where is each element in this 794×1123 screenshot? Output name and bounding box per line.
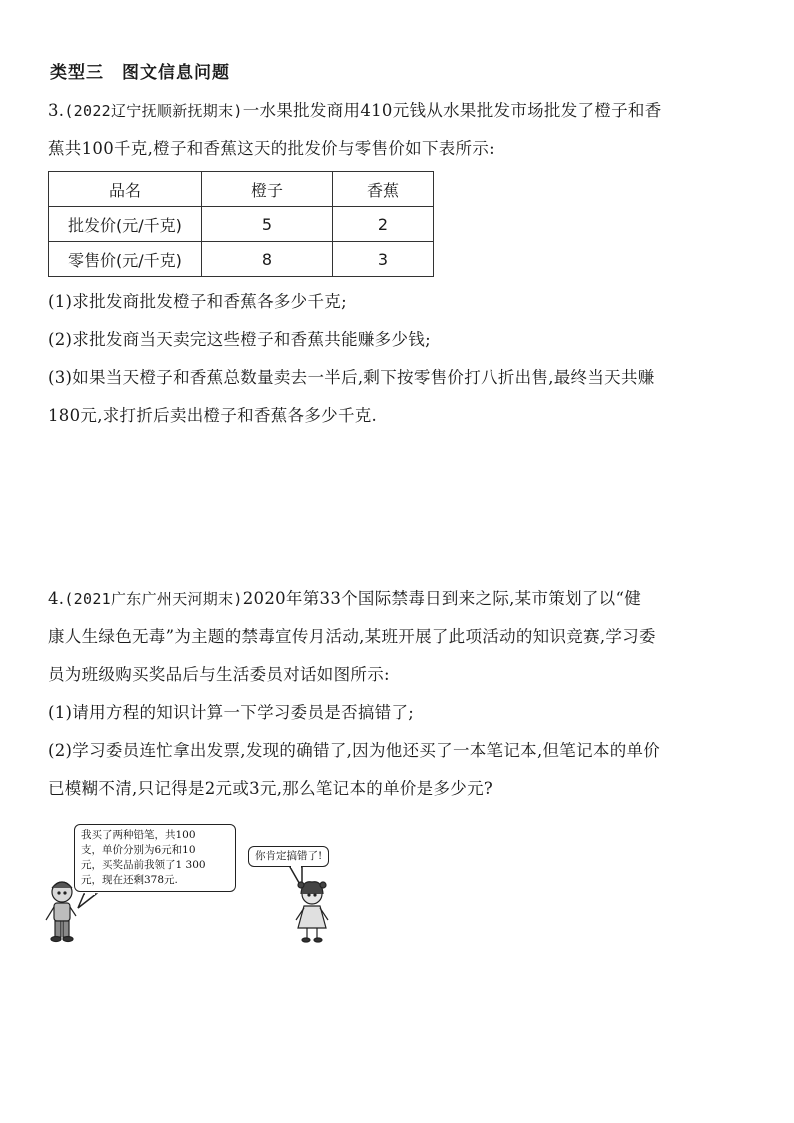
q3-source: (2022辽宁抚顺新抚期末) bbox=[64, 102, 243, 120]
table-cell: 2 bbox=[333, 207, 434, 242]
bubble-line: 你肯定搞错了! bbox=[255, 850, 323, 862]
bubble-line: 我买了两种铅笔，共100 bbox=[81, 829, 196, 841]
table-row bbox=[49, 242, 434, 277]
q4-part-1: (1)请用方程的知识计算一下学习委员是否搞错了; bbox=[48, 703, 415, 722]
q3-part-1: (1)求批发商批发橙子和香蕉各多少千克; bbox=[48, 292, 347, 311]
question-3-parts bbox=[48, 283, 753, 435]
boy-bubble-tail bbox=[78, 894, 96, 908]
q4-source: (2021广东广州天河期末) bbox=[64, 590, 243, 608]
question-3-intro bbox=[48, 92, 753, 168]
dialogue-illustration bbox=[40, 822, 330, 952]
boy-speech-bubble bbox=[74, 824, 236, 892]
table-header-cell: 橙子 bbox=[202, 172, 333, 207]
price-table bbox=[48, 171, 434, 277]
section-title: 类型三 图文信息问题 bbox=[50, 63, 230, 83]
q3-text-1: 一水果批发商用410元钱从水果批发市场批发了橙子和香 bbox=[242, 101, 662, 120]
table-cell: 5 bbox=[202, 207, 333, 242]
q4-line-2: 康人生绿色无毒”为主题的禁毒宣传月活动,某班开展了此项活动的知识竞赛,学习委 bbox=[48, 627, 656, 646]
q3-part-3-line-1: (3)如果当天橙子和香蕉总数量卖去一半后,剩下按零售价打八折出售,最终当天共赚 bbox=[48, 368, 655, 387]
q3-line-1 bbox=[48, 92, 753, 130]
table-cell: 8 bbox=[202, 242, 333, 277]
table-cell: 批发价(元/千克) bbox=[49, 207, 202, 242]
q3-part-3-line-2: 180元,求打折后卖出橙子和香蕉各多少千克. bbox=[48, 406, 378, 425]
table-header-cell: 香蕉 bbox=[333, 172, 434, 207]
question-4 bbox=[48, 580, 753, 808]
q3-number: 3. bbox=[48, 101, 65, 120]
girl-bubble-tail bbox=[290, 867, 302, 888]
bubble-line: 元，买奖品前我领了1 300 bbox=[81, 859, 206, 871]
table-header-row bbox=[49, 172, 434, 207]
bubble-line: 元，现在还剩378元. bbox=[81, 874, 178, 886]
bubble-line: 支，单价分别为6元和10 bbox=[81, 844, 196, 856]
q4-text-1: 2020年第33个国际禁毒日到来之际,某市策划了以“健 bbox=[242, 589, 642, 608]
q3-part-2: (2)求批发商当天卖完这些橙子和香蕉共能赚多少钱; bbox=[48, 330, 431, 349]
table-cell: 零售价(元/千克) bbox=[49, 242, 202, 277]
table-cell: 3 bbox=[333, 242, 434, 277]
girl-speech-bubble bbox=[248, 846, 329, 867]
q3-line-2: 蕉共100千克,橙子和香蕉这天的批发价与零售价如下表所示: bbox=[48, 139, 495, 158]
q4-part-2-line-1: (2)学习委员连忙拿出发票,发现的确错了,因为他还买了一本笔记本,但笔记本的单价 bbox=[48, 741, 661, 760]
table-row bbox=[49, 207, 434, 242]
girl-figure bbox=[296, 882, 328, 942]
q4-line-3: 员为班级购买奖品后与生活委员对话如图所示: bbox=[48, 665, 390, 684]
table-header-cell: 品名 bbox=[49, 172, 202, 207]
boy-figure bbox=[46, 882, 76, 942]
q4-part-2-line-2: 已模糊不清,只记得是2元或3元,那么笔记本的单价是多少元? bbox=[48, 779, 494, 798]
q4-number: 4. bbox=[48, 589, 65, 608]
q4-line-1 bbox=[48, 580, 753, 618]
